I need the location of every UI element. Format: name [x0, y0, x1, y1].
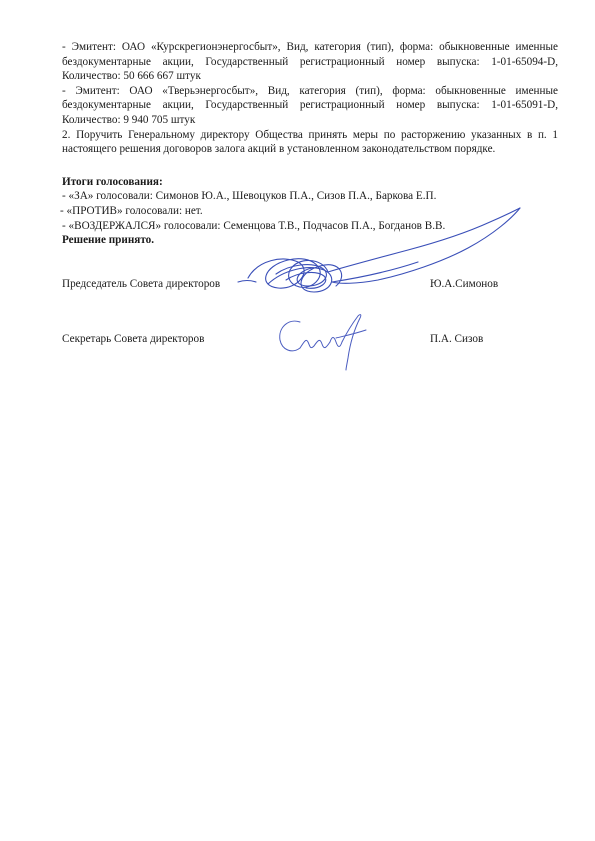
vote-abstained-line: - «ВОЗДЕРЖАЛСЯ» голосовали: Семенцова Т.В., Подчасов П.А., Богданов В.В.	[62, 219, 446, 232]
secretary-signature	[270, 308, 390, 374]
secretary-role: Секретарь Совета директоров	[62, 333, 205, 345]
decision-result: Решение принято.	[62, 234, 155, 247]
issuer-kursk-paragraph: - Эмитент: ОАО «Курскрегионэнергосбыт», Вид, категория (тип), форма: обыкновенные именные бездокументарные акции, Государственный регистрационный номер выпуска: 1-01-65094-D, Количество: 50 666 667 штук	[62, 41, 558, 83]
voting-heading: Итоги голосования:	[62, 175, 163, 188]
vote-for-line: - «ЗА» голосовали: Симонов Ю.А., Шевоцуков П.А., Сизов П.А., Баркова Е.П.	[62, 190, 437, 203]
chairman-name: Ю.А.Симонов	[430, 278, 499, 290]
instruction-paragraph: 2. Поручить Генеральному директору Общества принять меры по расторжению указанных в п. 1 настоящего решения договоров залога акций в установленном законодательством порядке.	[62, 128, 558, 156]
chairman-role: Председатель Совета директоров	[62, 278, 221, 290]
secretary-name: П.А. Сизов	[430, 333, 484, 345]
issuer-tver-paragraph: - Эмитент: ОАО «Тверьэнергосбыт», Вид, категория (тип), форма: обыкновенные именные бездокументарные акции, Государственный регистрационный номер выпуска: 1-01-65091-D, Количество: 9 940 705 штук	[62, 84, 558, 126]
vote-against-line: - «ПРОТИВ» голосовали: нет.	[60, 204, 203, 217]
document-body	[62, 40, 558, 248]
